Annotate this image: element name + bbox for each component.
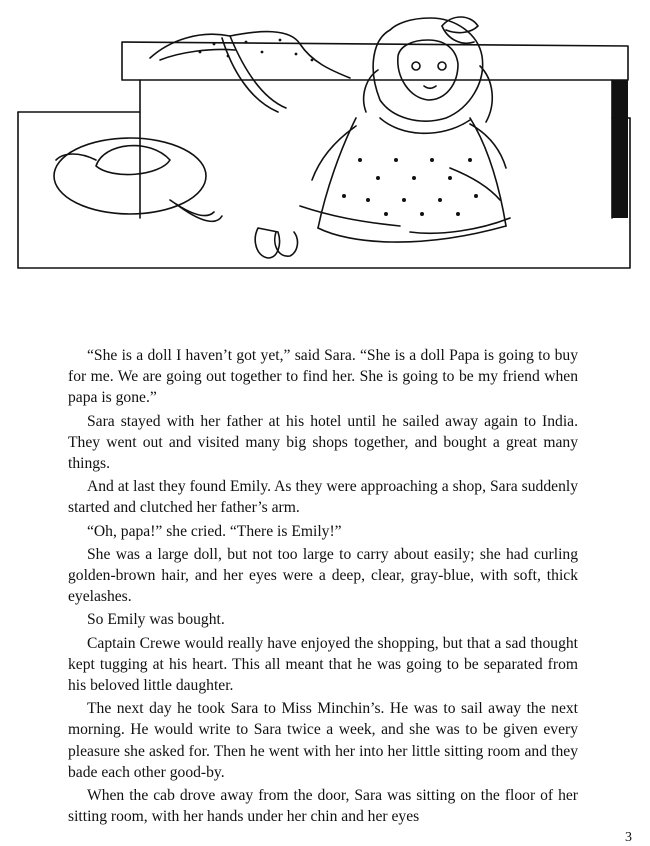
paragraph: “Oh, papa!” she cried. “There is Emily!” — [87, 522, 342, 540]
paragraph: “She is a doll I haven’t got yet,” said Sara. “She is a doll Papa is going to buy for me. We are going out together to find her. She is going to be my friend when papa is gone.” — [68, 347, 578, 407]
paragraph: So Emily was bought. — [87, 611, 225, 629]
paragraph: Sara stayed with her father at his hotel until he sailed away again to India. They went out and visited many big shops together, and bought a great many things. — [68, 412, 578, 473]
paragraph: And at last they found Emily. As they were approaching a shop, Sara suddenly started and clutched her father’s arm. — [68, 478, 578, 517]
paragraph: When the cab drove away from the door, Sara was sitting on the floor of her sitting room, with her hands under her chin and her eyes — [68, 787, 578, 826]
doll-seated-illustration — [0, 0, 650, 300]
paragraph: Captain Crewe would really have enjoyed the shopping, but that a sad thought kept tugging at his heart. This all meant that he was going to be separated from his beloved little daughter. — [68, 634, 578, 695]
paragraph: She was a large doll, but not too large to carry about easily; she had curling golden-brown hair, and her eyes were a deep, clear, gray-blue, with soft, thick eyelashes. — [68, 545, 578, 606]
page-number: 3 — [625, 830, 632, 845]
story-text — [68, 345, 578, 829]
paragraph: The next day he took Sara to Miss Minchin’s. He was to sail away the next morning. He would write to Sara twice a week, and she was to be given every pleasure she asked for. Then he went with her into her little sitting room and they bade each other good-by. — [68, 700, 578, 781]
